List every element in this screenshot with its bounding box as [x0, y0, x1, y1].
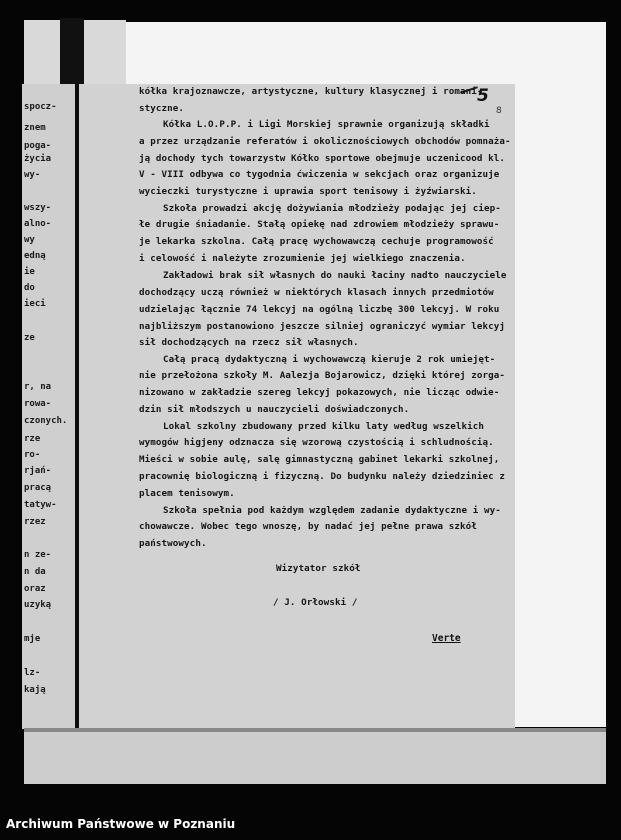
- left-fragment: edną: [24, 251, 46, 261]
- binder-shadow: [60, 18, 84, 90]
- left-fragment: wy-: [24, 170, 41, 180]
- text-line: Szkoła prowadzi akcję dożywiania młodzieży podając jej ciep-: [163, 203, 501, 214]
- text-line: kółka krajoznawcze, artystyczne, kultury klasycznej i romani-: [139, 86, 483, 97]
- text-line: nizowano w zakładzie szereg lekcyj pokazowych, nie licząc odwie-: [139, 387, 500, 398]
- left-fragment: n ze-: [24, 550, 52, 560]
- left-fragment: rjań-: [24, 466, 52, 476]
- left-page-edge: [22, 84, 75, 729]
- text-line: Całą pracą dydaktyczną i wychowawczą kieruje 2 rok umiejęt-: [163, 354, 496, 365]
- left-fragment: wy: [24, 235, 35, 245]
- left-fragment: znem: [24, 123, 46, 133]
- page-number: 5: [477, 86, 489, 106]
- left-fragment: alno-: [24, 219, 52, 229]
- left-fragment: mje: [24, 634, 41, 644]
- text-line: V - VIII odbywa co tygodnia ćwiczenia w sekcjach oraz organizuje: [139, 169, 500, 180]
- left-fragment: kają: [24, 685, 46, 695]
- text-line: Kółka L.O.P.P. i Ligi Morskiej sprawnie organizują składki: [163, 119, 490, 130]
- text-line: Lokal szkolny zbudowany przed kilku laty według wszelkich: [163, 421, 484, 432]
- left-fragment: rze: [24, 434, 41, 444]
- left-fragment: poga-: [24, 141, 52, 151]
- text-line: wycieczki turystyczne i uprawia sport tenisowy i żyźwiarski.: [139, 186, 477, 197]
- text-line: dzin sił młodszych u nauczycieli doświadczonych.: [139, 404, 410, 415]
- left-fragment: ro-: [24, 450, 41, 460]
- left-fragment: życia: [24, 154, 52, 164]
- text-line: Zakładowi brak sił własnych do nauki łaciny nadto nauczyciele: [163, 270, 507, 281]
- text-line: państwowych.: [139, 538, 207, 549]
- left-fragment: ze: [24, 333, 35, 343]
- text-line: je lekarka szkolna. Całą pracę wychowawczą cechuje programowość: [139, 236, 494, 247]
- left-fragment: rzez: [24, 517, 46, 527]
- signature-title: Wizytator szkół: [276, 563, 361, 574]
- text-line: styczne.: [139, 103, 185, 114]
- left-fragment: oraz: [24, 584, 46, 594]
- text-line: Mieści w sobie aulę, salę gimnastyczną gabinet lekarki szkolnej,: [139, 454, 500, 465]
- left-fragment: czonych.: [24, 416, 68, 426]
- text-line: pracownię biologiczną i fizyczną. Do budynku należy dziedziniec z: [139, 471, 506, 482]
- left-fragment: lz-: [24, 668, 41, 678]
- turn-over-note: Verte: [432, 633, 461, 644]
- signature-name: / J. Orłowski /: [273, 597, 358, 608]
- left-fragment: wszy-: [24, 203, 52, 213]
- text-line: ją dochody tych towarzystw Kółko sportowe obejmuje uczenicood kl.: [139, 153, 506, 164]
- text-line: udzielając łącznie 74 lekcyj na ogólną liczbę 300 lekcyj. W roku: [139, 304, 500, 315]
- text-line: a przez urządzanie referatów i okolicznościowych obchodów pomnaża-: [139, 136, 511, 147]
- left-fragment: ieci: [24, 299, 46, 309]
- text-line: nie przełożona szkoły M. Aalezja Bojarowicz, dzięki której zorga-: [139, 370, 506, 381]
- left-fragment: uzyką: [24, 600, 52, 610]
- left-fragment: ie: [24, 267, 35, 277]
- archive-credit: Archiwum Państwowe w Poznaniu: [6, 817, 236, 831]
- text-line: wymogów higjeny odznacza się wzorową czystością i schludnością.: [139, 437, 494, 448]
- left-fragment: tatyw-: [24, 500, 57, 510]
- left-fragment: spocz-: [24, 102, 57, 112]
- text-line: placem tenisowym.: [139, 488, 235, 499]
- text-line: chowawcze. Wobec tego wnoszę, by nadać jej pełne prawa szkół: [139, 521, 477, 532]
- page-number-secondary: 8: [496, 106, 502, 116]
- text-line: sił dochodzących na rzecz sił własnych.: [139, 337, 359, 348]
- text-line: dochodzący uczą również w niektórych klasach innych przedmiotów: [139, 287, 494, 298]
- text-line: najbliższym postanowiono jeszcze silniej ograniczyć wymiar lekcyj: [139, 321, 506, 332]
- text-line: łe drugie śniadanie. Stałą opiekę nad zdrowiem młodzieży sprawu-: [139, 219, 500, 230]
- left-fragment: do: [24, 283, 35, 293]
- left-fragment: n da: [24, 567, 46, 577]
- page-bottom-strip: [24, 732, 606, 784]
- left-fragment: pracą: [24, 483, 52, 493]
- text-line: i celowość i należyte zrozumienie jej wielkiego znaczenia.: [139, 253, 466, 264]
- left-fragment: r, na: [24, 382, 52, 392]
- left-fragment: rowa-: [24, 399, 52, 409]
- text-line: Szkoła spełnia pod każdym względem zadanie dydaktyczne i wy-: [163, 505, 501, 516]
